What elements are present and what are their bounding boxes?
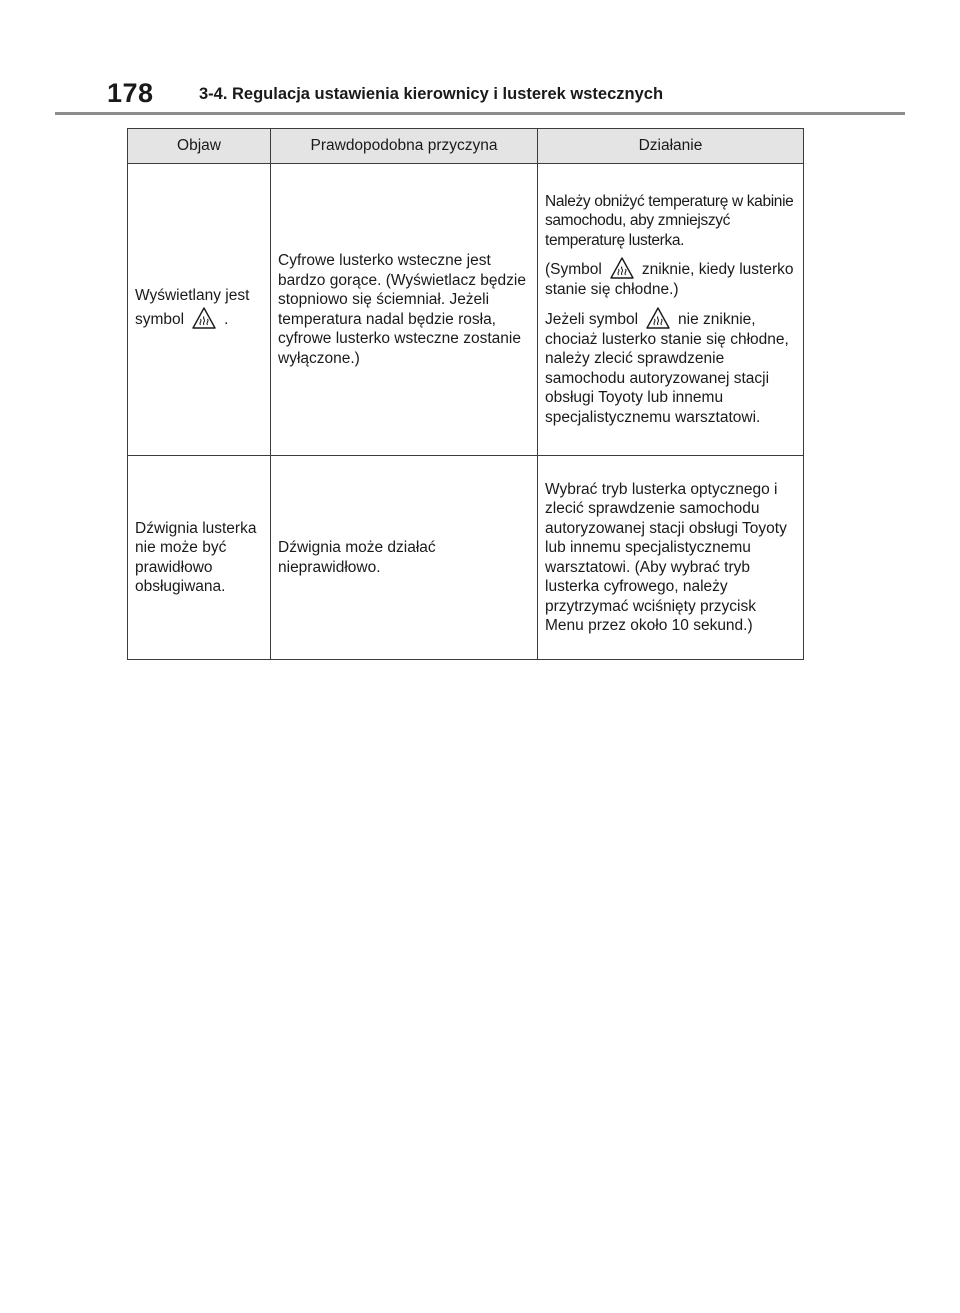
header-symptom: Objaw [128,129,271,164]
header-action: Działanie [538,129,804,164]
mirror-temperature-warning-icon [192,306,216,330]
action-paragraph-2 [545,256,797,300]
action-paragraph-2-prefix: (Symbol [545,261,602,279]
symptom-symbol-line [135,306,264,333]
action-paragraph-1: Należy obniżyć temperaturę w kabinie samochodu, aby zmniejszyć temperaturę lusterka. [545,192,794,249]
symptom-cell: Dźwignia lusterka nie może być prawidłowo obsługiwana. [128,456,271,660]
table-row [128,456,804,660]
section-title: 3-4. Regulacja ustawienia kierownicy i lusterek wstecznych [199,85,664,103]
page-header [107,78,907,112]
symptom-symbol-suffix: . [224,310,229,328]
mirror-temperature-warning-icon [610,256,634,280]
action-paragraph-3-prefix: Jeżeli symbol [545,310,639,328]
troubleshooting-table [127,128,804,660]
action-cell: Wybrać tryb lusterka optycznego i zlecić sprawdzenie samochodu autoryzowanej stacji obsługi Toyoty lub innemu specjalistycznemu warsztatowi. (Aby wybrać tryb lusterka cyfrowego, należy przytrzymać wciśnięty przycisk Menu przez około 10 sekund.) [538,456,804,660]
action-paragraph-3 [545,306,797,428]
symptom-symbol-prefix: symbol [135,310,185,328]
page-number: 178 [107,78,154,108]
action-cell [538,164,804,456]
symptom-cell [128,164,271,456]
cause-cell: Dźwignia może działać nieprawidłowo. [271,456,538,660]
header-divider [55,112,905,115]
cause-cell: Cyfrowe lusterko wsteczne jest bardzo gorące. (Wyświetlacz będzie stopniowo się ściemniał. Jeżeli temperatura nadal będzie rosła, cyfrowe lusterko wsteczne zostanie wyłączone.) [271,164,538,456]
table-header-row [128,129,804,164]
action-paragraph-2-suffix: zniknie, kiedy lusterko stanie się chłodne.) [545,261,794,299]
symptom-text-line: Wyświetlany jest [135,287,250,305]
table-row [128,164,804,456]
mirror-temperature-warning-icon [646,306,670,330]
header-cause: Prawdopodobna przyczyna [271,129,538,164]
action-paragraph-3-suffix: nie zniknie, chociaż lusterko stanie się chłodne, należy zlecić sprawdzenie samochodu autoryzowanej stacji obsługi Toyoty lub innemu specjalistycznemu warsztatowi. [545,310,789,426]
